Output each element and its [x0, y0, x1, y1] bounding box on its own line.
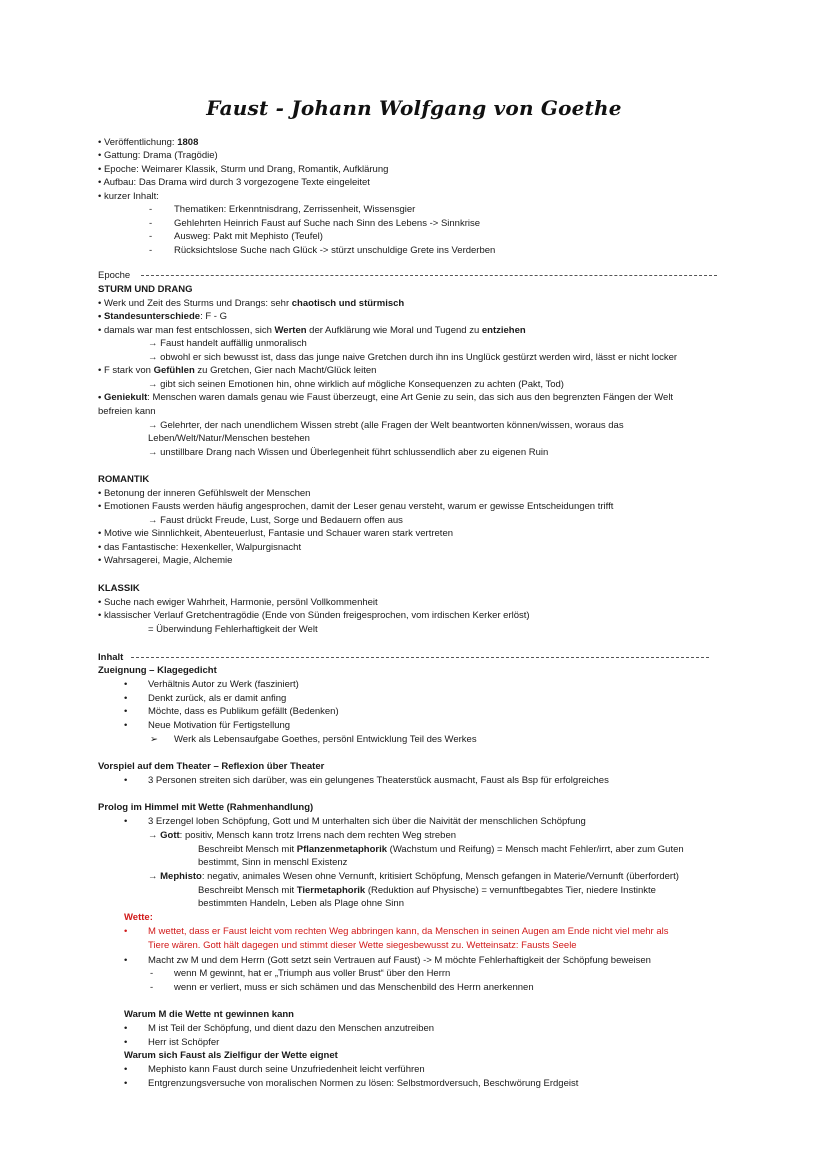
zueignung-item: Denkt zurück, als er damit anfing	[148, 693, 287, 704]
prolog-gott-desc: bestimmt, Sinn in menschl Existenz	[198, 857, 348, 868]
prolog-gott-desc	[198, 844, 684, 856]
sturm-line-cont: befreien kann	[98, 406, 156, 417]
text-span-bold: • Geniekult	[98, 392, 148, 403]
prolog-mephisto-desc	[198, 885, 656, 897]
prolog-mephisto-desc: bestimmten Handeln, Leben als Plage ohne Sinn	[198, 898, 404, 909]
bullet: •	[124, 1037, 128, 1048]
document-title: Faust - Johann Wolfgang von Goethe	[206, 96, 622, 120]
wette-item: M wettet, dass er Faust leicht vom rechten Weg abbringen kann, da Menschen in seinen Augen am Ende nicht viel mehr als	[148, 926, 669, 937]
list-item-dash: -	[149, 218, 153, 229]
zueignung-item: Verhältnis Autor zu Werk (fasziniert)	[148, 679, 299, 690]
text-span-bold: Pflanzenmetaphorik	[296, 844, 388, 855]
intro-publication-label: • Veröffentlichung:	[98, 137, 178, 148]
text-span-bold: chaotisch und stürmisch	[291, 298, 405, 309]
bullet: •	[124, 720, 128, 731]
text-span: Beschreibt Mensch mit	[198, 885, 297, 896]
sturm-sub: → unstillbare Drang nach Wissen und Überlegenheit führt schlussendlich aber zu eigenen Ruin	[148, 447, 549, 458]
romantik-line: • Emotionen Fausts werden häufig angesprochen, damit der Leser genau versteht, warum er gewisse Entscheidungen trifft	[98, 501, 614, 512]
bullet: •	[124, 693, 128, 704]
sturm-sub: → Faust handelt auffällig unmoralisch	[148, 338, 307, 349]
intro-structure: • Aufbau: Das Drama wird durch 3 vorgezogene Texte eingeleitet	[98, 177, 370, 188]
list-item-dash: -	[149, 204, 153, 215]
list-item-dash: -	[150, 982, 154, 993]
heading-klassik: KLASSIK	[98, 583, 140, 594]
zueignung-item: Möchte, dass es Publikum gefällt (Bedenken)	[148, 706, 339, 717]
bullet: •	[124, 1023, 128, 1034]
heading-wette: Wette:	[124, 912, 153, 923]
list-item-dash: -	[149, 245, 153, 256]
intro-publication-year: 1808	[177, 137, 199, 148]
bullet: •	[124, 926, 128, 937]
arrow-bullet-icon: ➢	[150, 734, 158, 745]
section-label-epoche: Epoche	[98, 270, 131, 281]
section-divider	[141, 275, 717, 276]
text-span: (Reduktion auf Physische) = vernunftbegabtes Tier, niedere Instinkte	[365, 885, 656, 896]
bullet: •	[124, 679, 128, 690]
intro-epoch: • Epoche: Weimarer Klassik, Sturm und Drang, Romantik, Aufklärung	[98, 164, 389, 175]
text-span: • damals war man fest entschlossen, sich	[98, 325, 275, 336]
romantik-line: • Betonung der inneren Gefühlswelt der Menschen	[98, 488, 311, 499]
heading-vorspiel: Vorspiel auf dem Theater – Reflexion über Theater	[98, 761, 325, 772]
text-span: Beschreibt Mensch mit	[198, 844, 297, 855]
warum-faust-item: Entgrenzungsversuche von moralischen Normen zu lösen: Selbstmordversuch, Beschwörung Erdgeist	[148, 1078, 579, 1089]
prolog-gott	[148, 830, 456, 842]
sturm-sub: → Gelehrter, der nach unendlichem Wissen strebt (alle Fragen der Welt beantworten können/wissen, woraus das	[148, 420, 624, 431]
text-span: : F - G	[200, 311, 227, 322]
intro-publication	[98, 137, 198, 149]
bullet: •	[124, 775, 128, 786]
list-item: Rücksichtslose Suche nach Glück -> stürzt unschuldige Grete ins Verderben	[174, 245, 496, 256]
heading-prolog: Prolog im Himmel mit Wette (Rahmenhandlung)	[98, 802, 314, 813]
sturm-sub: Leben/Welt/Natur/Menschen bestehen	[148, 433, 310, 444]
zueignung-item: Neue Motivation für Fertigstellung	[148, 720, 291, 731]
sturm-line	[98, 298, 404, 310]
intro-genre: • Gattung: Drama (Tragödie)	[98, 150, 218, 161]
text-span: →	[148, 871, 161, 882]
text-span: : Menschen waren damals genau wie Faust überzeugt, eine Art Genie zu sein, das sich aus den begrenzten Fängen der Welt	[147, 392, 674, 403]
bullet: •	[124, 1064, 128, 1075]
text-span: der Aufklärung wie Moral und Tugend zu	[306, 325, 482, 336]
text-span: • F stark von	[98, 365, 154, 376]
sturm-line	[98, 365, 376, 377]
wette-item: Macht zw M und dem Herrn (Gott setzt sein Vertrauen auf Faust) -> M möchte Fehlerhaftigkeit der Schöpfung beweisen	[148, 955, 651, 966]
romantik-line: • das Fantastische: Hexenkeller, Walpurgisnacht	[98, 542, 302, 553]
heading-warum-m: Warum M die Wette nt gewinnen kann	[124, 1009, 294, 1020]
zueignung-subitem: Werk als Lebensaufgabe Goethes, persönl Entwicklung Teil des Werkes	[174, 734, 477, 745]
text-span: • Werk und Zeit des Sturms und Drangs: sehr	[98, 298, 292, 309]
list-item: Gehlehrten Heinrich Faust auf Suche nach Sinn des Lebens -> Sinnkrise	[174, 218, 481, 229]
sturm-line	[98, 311, 227, 323]
vorspiel-item: 3 Personen streiten sich darüber, was ein gelungenes Theaterstück ausmacht, Faust als Bsp für erfolgreiches	[148, 775, 609, 786]
wette-item-cont: Tiere wären. Gott hält dagegen und stimmt dieser Wette siegesbewusst zu. Wetteinsatz: Fausts Seele	[148, 940, 577, 951]
text-span-bold: Gefühlen	[153, 365, 195, 376]
heading-warum-faust: Warum sich Faust als Zielfigur der Wette eignet	[124, 1050, 338, 1061]
text-span-bold: • Standesunterschiede	[98, 311, 201, 322]
klassik-line: • klassischer Verlauf Gretchentragödie (Ende von Sünden freigesprochen, vom irdischen Kerker erlöst)	[98, 610, 530, 621]
warum-m-item: Herr ist Schöpfer	[148, 1037, 220, 1048]
text-span: zu Gretchen, Gier nach Macht/Glück leiten	[194, 365, 377, 376]
romantik-line: • Motive wie Sinnlichkeit, Abenteuerlust, Fantasie und Schauer waren stark vertreten	[98, 528, 454, 539]
text-span: →	[148, 830, 161, 841]
heading-romantik: ROMANTIK	[98, 474, 150, 485]
text-span-bold: Gott	[160, 830, 180, 841]
text-span-bold: Werten	[274, 325, 307, 336]
list-item-dash: -	[149, 231, 153, 242]
sturm-sub: → gibt sich seinen Emotionen hin, ohne wirklich auf mögliche Konsequenzen zu achten (Pakt, Tod)	[148, 379, 564, 390]
romantik-line: • Wahrsagerei, Magie, Alchemie	[98, 555, 233, 566]
bullet: •	[124, 955, 128, 966]
klassik-sub: = Überwindung Fehlerhaftigkeit der Welt	[148, 624, 318, 635]
intro-content-label: • kurzer Inhalt:	[98, 191, 159, 202]
text-span-bold: Mephisto	[160, 871, 202, 882]
heading-sturm-und-drang: STURM UND DRANG	[98, 284, 193, 295]
text-span: (Wachstum und Reifung) = Mensch macht Fehler/irrt, aber zum Guten	[387, 844, 684, 855]
wette-subitem: wenn er verliert, muss er sich schämen und das Menschenbild des Herrn anerkennen	[174, 982, 534, 993]
warum-faust-item: Mephisto kann Faust durch seine Unzufriedenheit leicht verführen	[148, 1064, 425, 1075]
romantik-sub: → Faust drückt Freude, Lust, Sorge und Bedauern offen aus	[148, 515, 403, 526]
klassik-line: • Suche nach ewiger Wahrheit, Harmonie, persönl Vollkommenheit	[98, 597, 378, 608]
sturm-sub: → obwohl er sich bewusst ist, dass das junge naive Gretchen durch ihn ins Unglück gestürzt werden wird, lässt er nicht locker	[148, 352, 678, 363]
sturm-line	[98, 392, 673, 404]
prolog-item: 3 Erzengel loben Schöpfung, Gott und M unterhalten sich über die Naivität der menschlichen Schöpfung	[148, 816, 586, 827]
text-span-bold: entziehen	[481, 325, 526, 336]
bullet: •	[124, 1078, 128, 1089]
bullet: •	[124, 816, 128, 827]
section-divider	[131, 657, 709, 658]
warum-m-item: M ist Teil der Schöpfung, und dient dazu den Menschen anzutreiben	[148, 1023, 435, 1034]
prolog-mephisto	[148, 871, 679, 883]
heading-zueignung: Zueignung – Klagegedicht	[98, 665, 217, 676]
section-label-inhalt: Inhalt	[98, 652, 124, 663]
bullet: •	[124, 706, 128, 717]
list-item-dash: -	[150, 968, 154, 979]
list-item: Thematiken: Erkenntnisdrang, Zerrissenheit, Wissensgier	[174, 204, 416, 215]
wette-subitem: wenn M gewinnt, hat er „Triumph aus voller Brust“ über den Herrn	[174, 968, 451, 979]
list-item: Ausweg: Pakt mit Mephisto (Teufel)	[174, 231, 323, 242]
sturm-line	[98, 325, 526, 337]
text-span-bold: Tiermetaphorik	[296, 885, 366, 896]
text-span: : negativ, animales Wesen ohne Vernunft, kritisiert Schöpfung, Mensch gefangen in Materie/Vernunft (überfordert)	[201, 871, 679, 882]
text-span: : positiv, Mensch kann trotz Irrens nach dem rechten Weg streben	[179, 830, 457, 841]
